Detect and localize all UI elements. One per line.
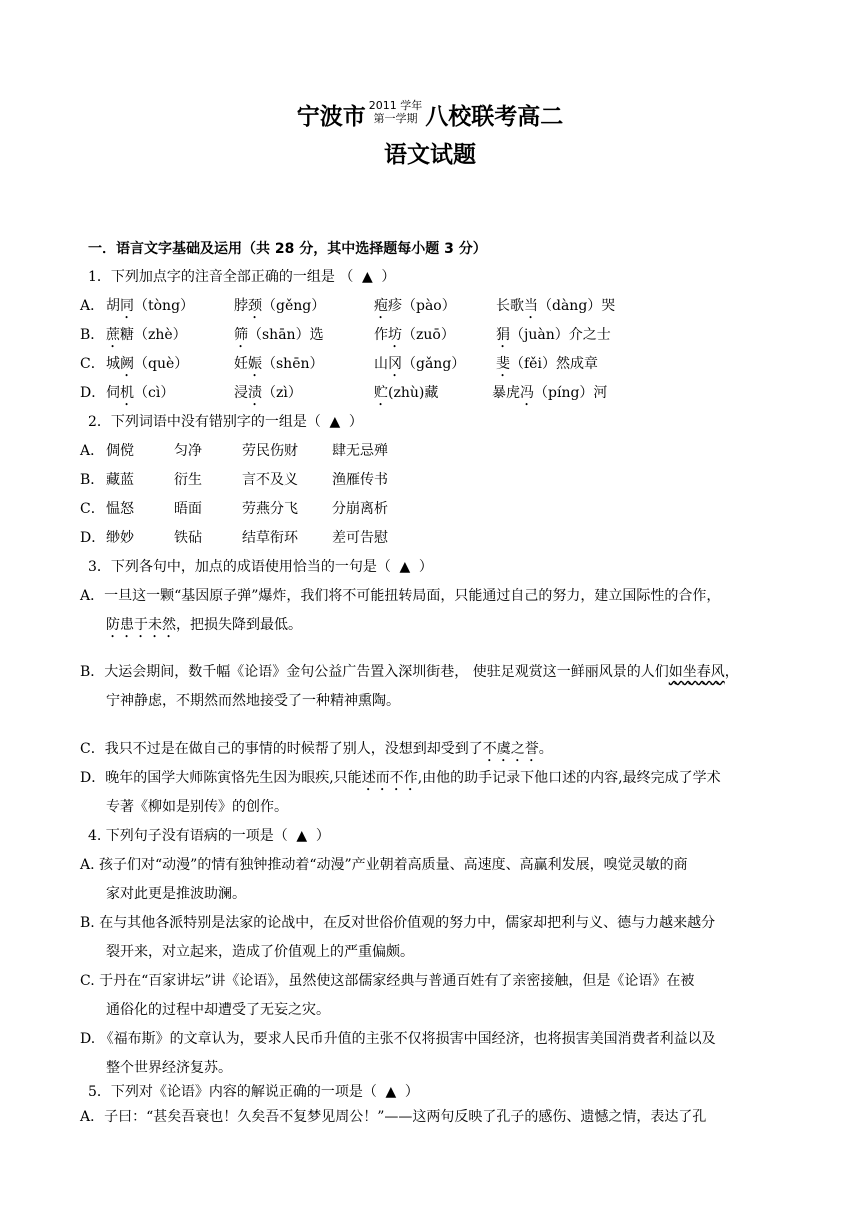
q1-stem (88, 266, 395, 286)
title-year-bottom: 第一学期 (373, 112, 418, 125)
q4-close: ） (315, 828, 330, 844)
option-word: 衍生 (174, 472, 202, 488)
sentence-text: B．大运会期间，数千幅《论语》金句公益广告置入深圳街巷， 使驻足观赏这一鲜丽风景的人们 (80, 664, 669, 680)
option-letter: D． (80, 385, 106, 401)
option-word: 劳燕分飞 (242, 501, 298, 517)
emphasized-idiom: 不虞之誉 (482, 741, 539, 757)
sentence-text: C．我只不过是在做自己的事情的时候帮了别人，没想到却受到了 (80, 741, 483, 757)
option-letter: A． (80, 298, 105, 314)
option-word: 晤面 (174, 501, 202, 517)
q4-option-b-line2: 裂开来，对立起来，造成了价值观上的严重偏颇。 (106, 944, 414, 960)
option-word: 铁砧 (174, 530, 202, 546)
q2-stem (88, 411, 363, 431)
emphasized-idiom: 如坐春风 (668, 664, 725, 680)
option-item: 妊娠（shēn） (234, 356, 324, 372)
option-letter: C． (80, 501, 105, 517)
q2-close: ） (348, 414, 363, 430)
q1-stem-text: 1．下列加点字的注音全部正确的一组是 （ (88, 269, 354, 285)
option-word: 劳民伤财 (242, 443, 298, 459)
q3-option-b-line1 (80, 661, 739, 688)
q3-option-a-line2 (106, 614, 302, 641)
sentence-text: ，把损失降到最低。 (176, 617, 302, 633)
q5-option-a-line1: A．子曰：“甚矣吾衰也！久矣吾不复梦见周公！”——这两句反映了孔子的感伤、遗憾之情，表达了孔 (80, 1109, 707, 1125)
option-letter: A． (80, 443, 105, 459)
option-item: 脖颈（gěng） (234, 298, 326, 314)
option-item: 暴虎冯（píng）河 (492, 385, 608, 401)
option-word: 肆无忌殚 (332, 443, 388, 459)
option-item: 斐（fěi）然成章 (496, 356, 598, 372)
q4-option-b-line1: B. 在与其他各派特别是法家的论战中，在反对世俗价值观的努力中，儒家却把利与义、德与力越来越分 (80, 915, 716, 931)
q3-option-d-line1 (80, 767, 721, 794)
exam-title (0, 92, 860, 136)
option-word: 藏蓝 (106, 472, 134, 488)
option-word: 倜傥 (106, 443, 134, 459)
emphasized-idiom: 述而不作 (361, 770, 418, 786)
q3-stem (88, 556, 433, 576)
answer-mark: ▲ (296, 828, 308, 844)
section-heading: 一．语言文字基础及运用（共 28 分，其中选择题每小题 3 分） (88, 241, 487, 257)
option-letter: D． (80, 530, 106, 546)
q4-stem-text: 4. 下列句子没有语病的一项是（ (88, 828, 288, 844)
q4-option-c-line1: C. 于丹在“百家讲坛”讲《论语》，虽然使这部儒家经典与普通百姓有了亲密接触，但是《论语》在被 (80, 973, 695, 989)
answer-mark: ▲ (361, 269, 373, 285)
option-word: 匀净 (174, 443, 202, 459)
option-item: 蔗糖（zhè） (106, 327, 187, 343)
sentence-text: ， (724, 664, 739, 680)
option-item: 疱疹（pào） (374, 298, 456, 314)
option-item: 浸渍（zì） (234, 385, 302, 401)
option-item: 胡同（tòng） (106, 298, 195, 314)
emphasized-idiom: 防患于未然 (106, 617, 176, 633)
option-item: 筛（shān）选 (234, 327, 324, 343)
answer-mark: ▲ (329, 414, 341, 430)
option-word: 差可告慰 (332, 530, 388, 546)
title-year-stack (369, 99, 423, 125)
option-item: 伺机（cì） (106, 385, 175, 401)
q4-option-d-line2: 整个世界经济复苏。 (106, 1060, 232, 1076)
exam-subtitle: 语文试题 (384, 142, 476, 168)
option-item: 山冈（gǎng） (374, 356, 466, 372)
q3-close: ） (418, 559, 433, 575)
option-letter: B． (80, 327, 105, 343)
option-word: 渔雁传书 (332, 472, 388, 488)
option-letter: C． (80, 356, 105, 372)
q3-stem-text: 3．下列各句中，加点的成语使用恰当的一句是（ (88, 559, 391, 575)
option-word: 缈妙 (106, 530, 134, 546)
answer-mark: ▲ (385, 1084, 397, 1100)
title-schools: 八校联考高二 (425, 103, 564, 130)
option-word: 愠怒 (106, 501, 134, 517)
q1-close: ） (381, 269, 396, 285)
option-word: 结草衔环 (242, 530, 298, 546)
option-word: 言不及义 (242, 472, 298, 488)
answer-mark: ▲ (399, 559, 411, 575)
option-item: 城阙（què） (106, 356, 189, 372)
option-item: 贮(zhù)藏 (374, 385, 439, 401)
option-item: 狷（juàn）介之士 (496, 327, 611, 343)
q3-option-b-line2: 宁神静虑，不期然而然地接受了一种精神熏陶。 (106, 693, 400, 709)
q3-option-c (80, 738, 553, 765)
sentence-text: 。 (538, 741, 553, 757)
option-word: 分崩离析 (332, 501, 388, 517)
q5-stem (88, 1081, 419, 1101)
q3-option-a-line1: A．一旦这一颗“基因原子弹”爆炸，我们将不可能扭转局面，只能通过自己的努力，建立国际性的合作， (80, 588, 721, 604)
sentence-text: D．晚年的国学大师陈寅恪先生因为眼疾,只能 (80, 770, 362, 786)
q4-option-d-line1: D. 《福布斯》的文章认为，要求人民币升值的主张不仅将损害中国经济，也将损害美国消费者利益以及 (80, 1031, 716, 1047)
q4-option-c-line2: 通俗化的过程中却遭受了无妄之灾。 (106, 1002, 330, 1018)
q5-close: ） (404, 1084, 419, 1100)
q4-option-a-line1: A. 孩子们对“动漫”的情有独钟推动着“动漫”产业朝着高质量、高速度、高赢利发展，嗅觉灵敏的商 (80, 857, 688, 873)
q4-stem (88, 825, 330, 845)
title-year-top: 2011 学年 (368, 99, 423, 112)
q5-stem-text: 5．下列对《论语》内容的解说正确的一项是（ (88, 1084, 377, 1100)
option-item: 长歌当（dàng）哭 (496, 298, 616, 314)
q4-option-a-line2: 家对此更是推波助澜。 (106, 886, 246, 902)
option-item: 作坊（zuō） (374, 327, 455, 343)
q2-stem-text: 2．下列词语中没有错别字的一组是（ (88, 414, 321, 430)
title-city: 宁波市 (296, 103, 366, 130)
sentence-text: ,由他的助手记录下他口述的内容,最终完成了学术 (417, 770, 721, 786)
option-letter: B． (80, 472, 105, 488)
q3-option-d-line2: 专著《柳如是别传》的创作。 (106, 799, 288, 815)
